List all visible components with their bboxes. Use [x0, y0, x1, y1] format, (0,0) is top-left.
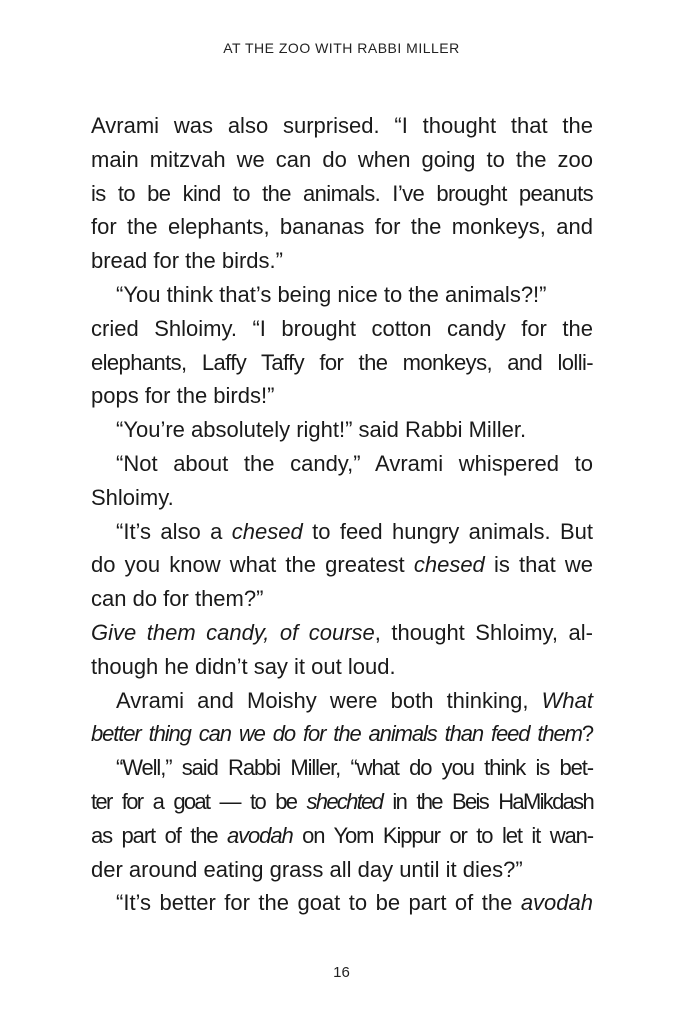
text-run: do you know what the greatest [91, 552, 414, 578]
text-line [91, 481, 593, 515]
italic-run: avodah [227, 822, 293, 848]
text-line [91, 515, 593, 549]
italic-run: better thing can we do for the animals than feed them [91, 721, 582, 747]
text-run: cried Shloimy. “I brought cotton candy for the [91, 315, 593, 341]
text-line [91, 278, 593, 312]
text-run: is that we [484, 552, 593, 578]
text-line [91, 582, 593, 616]
italic-run: What [541, 687, 593, 713]
text-line [91, 684, 593, 718]
text-line [91, 210, 593, 244]
text-line [91, 379, 593, 413]
text-line [91, 177, 593, 211]
italic-run: avodah [520, 890, 593, 916]
text-run: “Not about the candy,” Avrami whispered to [116, 450, 593, 476]
text-run: main mitzvah we can do when going to the zoo [91, 146, 593, 172]
italic-run: chesed [231, 518, 303, 544]
text-line [91, 109, 593, 143]
text-line [91, 853, 593, 887]
text-run: bread for the birds.” [91, 248, 283, 274]
text-run: “Well,” said Rabbi Miller, “what do you think is bet- [116, 755, 593, 781]
text-line [91, 447, 593, 481]
running-head: AT THE ZOO WITH RABBI MILLER [223, 40, 460, 56]
text-run: Shloimy. [91, 484, 174, 510]
text-run: elephants, Laffy Taffy for the monkeys, and lolli- [91, 349, 593, 375]
text-run: der around eating grass all day until it dies?” [91, 856, 523, 882]
text-run: can do for them?” [91, 586, 264, 612]
text-run: Avrami and Moishy were both thinking, [116, 687, 542, 713]
text-run: is to be kind to the animals. I’ve brought peanuts [91, 180, 593, 206]
text-run: on Yom Kippur or to let it wan- [292, 822, 593, 848]
text-run: as part of the [91, 822, 228, 848]
text-run: ? [581, 721, 593, 747]
text-line [91, 346, 593, 380]
text-line [91, 785, 593, 819]
text-run: pops for the birds!” [91, 383, 275, 409]
text-run: “You think that’s being nice to the animals?!” [116, 281, 547, 307]
text-run: ter for a goat — to be [91, 788, 307, 814]
italic-run: Give them candy, of course [91, 619, 375, 645]
text-line [91, 312, 593, 346]
text-run: Avrami was also surprised. “I thought that the [91, 113, 593, 138]
text-line [91, 616, 593, 650]
text-line [91, 717, 593, 751]
text-run: in the Beis HaMikdash [382, 788, 593, 814]
text-line [91, 143, 593, 177]
text-run: though he didn’t say it out loud. [91, 653, 396, 679]
text-line [91, 650, 593, 684]
italic-run: shechted [306, 788, 383, 814]
text-run: “It’s better for the goat to be part of the [116, 890, 521, 916]
text-line [91, 413, 593, 447]
text-run: for the elephants, bananas for the monkeys, and [91, 214, 593, 240]
text-line [91, 819, 593, 853]
text-line [91, 244, 593, 278]
body-text [91, 109, 593, 920]
text-run: to feed hungry animals. But [302, 518, 593, 544]
text-line [91, 751, 593, 785]
text-run: “You’re absolutely right!” said Rabbi Miller. [116, 417, 527, 443]
text-line [91, 548, 593, 582]
text-line [91, 886, 593, 920]
text-run: , thought Shloimy, al- [374, 619, 593, 645]
italic-run: chesed [413, 552, 485, 578]
page-number: 16 [333, 964, 350, 981]
text-run: “It’s also a [116, 518, 232, 544]
